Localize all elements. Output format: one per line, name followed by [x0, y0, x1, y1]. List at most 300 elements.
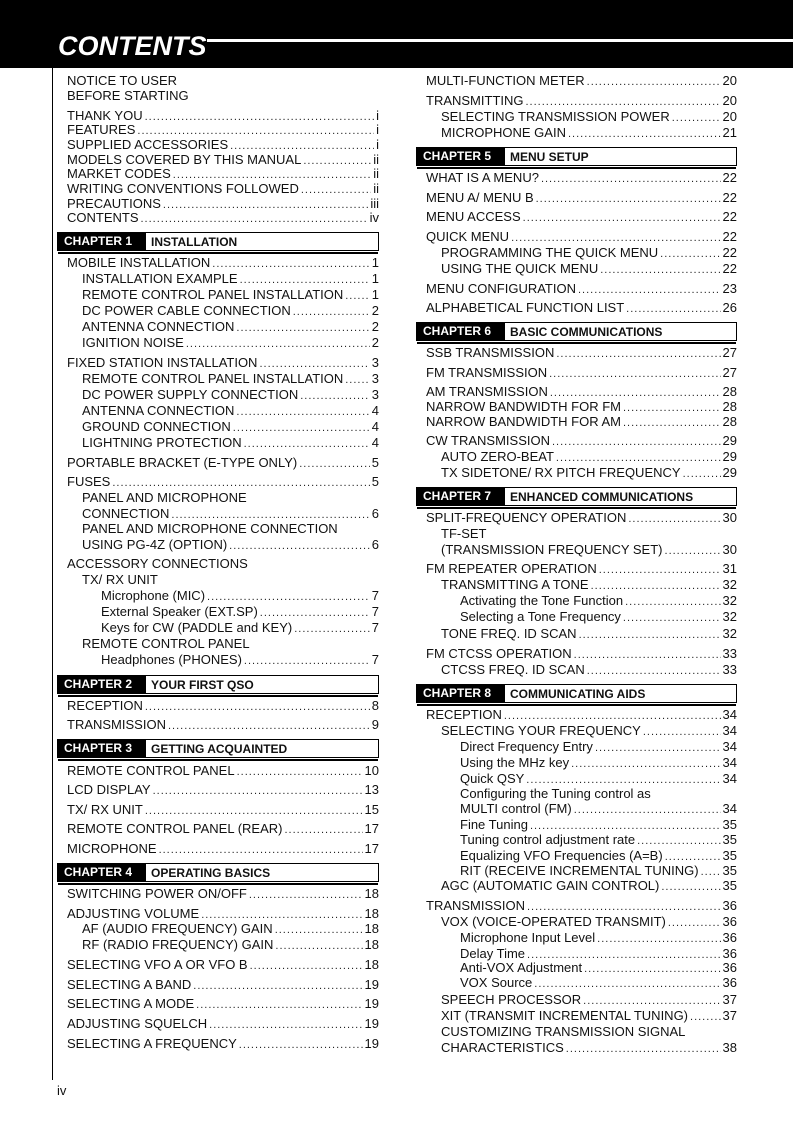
toc-entry[interactable] [82, 287, 379, 304]
toc-entry-page: 2 [371, 319, 379, 334]
toc-entry[interactable] [67, 763, 379, 780]
toc-entry-page: 7 [371, 652, 379, 667]
toc-entry[interactable] [82, 921, 379, 938]
dot-leader [623, 611, 721, 626]
page-number: iv [57, 1083, 67, 1098]
toc-entry[interactable] [82, 537, 379, 554]
chapter-underline [58, 883, 378, 885]
dot-leader [207, 590, 370, 605]
toc-entry[interactable] [441, 109, 737, 126]
toc-entry-title: Delay Time [460, 946, 526, 961]
toc-entry-page: 1 [371, 287, 379, 302]
toc-entry[interactable] [441, 526, 737, 541]
dot-leader [244, 437, 370, 452]
toc-entry-page: 34 [722, 723, 737, 738]
dot-leader [159, 843, 363, 858]
toc-entry-title: REMOTE CONTROL PANEL (REAR) [67, 821, 283, 836]
toc-entry[interactable] [441, 1024, 737, 1039]
chapter-underline [58, 695, 378, 697]
dot-leader [623, 416, 721, 431]
toc-entry-page: 2 [371, 335, 379, 350]
toc-entry-page: 1 [371, 271, 379, 286]
dot-leader [587, 75, 721, 90]
toc-entry-title: ALPHABETICAL FUNCTION LIST [426, 300, 625, 315]
dot-leader [112, 476, 369, 491]
toc-entry-title: (TRANSMISSION FREQUENCY SET) [441, 542, 663, 557]
toc-entry-title: ADJUSTING VOLUME [67, 906, 200, 921]
toc-entry-title: CW TRANSMISSION [426, 433, 550, 448]
toc-entry-page: 28 [722, 384, 737, 399]
toc-entry-title: PANEL AND MICROPHONE CONNECTION [82, 521, 338, 536]
toc-entry-page: 34 [722, 771, 737, 786]
chapter-title: BASIC COMMUNICATIONS [510, 324, 663, 339]
dot-leader [145, 804, 363, 819]
toc-entry-page: 36 [722, 975, 737, 990]
toc-entry[interactable] [82, 636, 379, 651]
chapter-title: MENU SETUP [510, 149, 589, 164]
dot-leader [599, 563, 721, 578]
toc-entry[interactable] [67, 698, 379, 715]
chapter-number: CHAPTER 8 [417, 684, 505, 703]
toc-entry[interactable] [67, 556, 379, 571]
dot-leader [284, 823, 362, 838]
toc-entry[interactable] [441, 261, 737, 278]
dot-leader [294, 622, 370, 637]
toc-entry-page: 2 [371, 303, 379, 318]
toc-entry-title: TRANSMISSION [426, 898, 525, 913]
toc-entry-title: REMOTE CONTROL PANEL [67, 763, 235, 778]
toc-entry[interactable] [82, 490, 379, 505]
chapter-underline [417, 167, 736, 169]
toc-entry[interactable] [82, 371, 379, 388]
toc-entry-page: ii [373, 181, 379, 196]
dot-leader [571, 757, 720, 772]
toc-entry-page: 28 [722, 414, 737, 429]
chapter-title: INSTALLATION [151, 234, 238, 249]
toc-entry-title: PORTABLE BRACKET (E-TYPE ONLY) [67, 455, 298, 470]
toc-entry[interactable] [441, 723, 737, 740]
chapter-title: YOUR FIRST QSO [151, 677, 254, 692]
toc-entry[interactable] [460, 593, 737, 610]
chapter-number: CHAPTER 4 [58, 863, 146, 882]
toc-entry-page: 31 [722, 561, 737, 576]
toc-entry[interactable] [82, 572, 379, 587]
toc-entry[interactable] [460, 930, 737, 947]
toc-entry-page: 36 [722, 914, 737, 929]
toc-entry[interactable] [441, 542, 737, 559]
dot-leader [239, 1038, 363, 1053]
toc-entry[interactable] [426, 73, 737, 90]
toc-entry-title: MARKET CODES [67, 166, 171, 181]
toc-entry-page: 7 [371, 620, 379, 635]
margin-rule [52, 68, 53, 1080]
toc-entry-title: DC POWER CABLE CONNECTION [82, 303, 291, 318]
toc-entry[interactable] [67, 255, 379, 272]
toc-entry[interactable] [441, 1040, 737, 1057]
dot-leader [237, 765, 363, 780]
toc-entry-title: Tuning control adjustment rate [460, 832, 636, 847]
toc-entry-title: RIT (RECEIVE INCREMENTAL TUNING) [460, 863, 699, 878]
toc-entry[interactable] [426, 281, 737, 298]
toc-entry[interactable] [460, 739, 737, 756]
toc-entry[interactable] [426, 93, 737, 110]
toc-entry-title: THANK YOU [67, 108, 143, 123]
toc-entry-title: TX/ RX UNIT [67, 802, 143, 817]
dot-leader [637, 834, 720, 849]
dot-leader [591, 579, 721, 594]
dot-leader [240, 273, 370, 288]
toc-entry-page: 6 [371, 537, 379, 552]
toc-entry[interactable] [67, 886, 379, 903]
toc-entry-page: 9 [371, 717, 379, 732]
toc-entry[interactable] [67, 1036, 379, 1053]
dot-leader [668, 916, 721, 931]
toc-entry[interactable] [460, 975, 737, 992]
toc-entry-title: MENU A/ MENU B [426, 190, 534, 205]
toc-entry-title: TRANSMISSION [67, 717, 166, 732]
toc-entry[interactable] [441, 992, 737, 1009]
toc-entry-title: XIT (TRANSMIT INCREMENTAL TUNING) [441, 1008, 689, 1023]
toc-entry[interactable] [67, 782, 379, 799]
toc-entry[interactable] [67, 996, 379, 1013]
dot-leader [536, 192, 721, 207]
toc-entry[interactable] [426, 898, 737, 915]
toc-entry-page: 17 [364, 841, 379, 856]
toc-entry-title: MICROPHONE [67, 841, 157, 856]
toc-entry[interactable] [441, 449, 737, 466]
dot-leader [233, 421, 370, 436]
toc-entry-title: REMOTE CONTROL PANEL [82, 636, 250, 651]
dot-leader [672, 111, 721, 126]
dot-leader [583, 994, 720, 1009]
dot-leader [186, 337, 370, 352]
toc-entry[interactable] [460, 832, 737, 849]
toc-entry[interactable] [426, 300, 737, 317]
toc-entry-title: SUPPLIED ACCESSORIES [67, 137, 229, 152]
toc-entry-title: Using the MHz key [460, 755, 570, 770]
toc-entry-title: ADJUSTING SQUELCH [67, 1016, 208, 1031]
toc-entry[interactable] [67, 1016, 379, 1033]
toc-entry[interactable] [426, 170, 737, 187]
toc-entry-title: MULTI control (FM) [460, 801, 572, 816]
toc-entry[interactable] [67, 474, 379, 491]
dot-leader [595, 741, 721, 756]
toc-entry-title: SPEECH PROCESSOR [441, 992, 582, 1007]
toc-entry-page: 3 [371, 387, 379, 402]
toc-entry[interactable] [426, 707, 737, 724]
toc-entry-title: Anti-VOX Adjustment [460, 960, 583, 975]
toc-entry-title: SELECTING A BAND [67, 977, 192, 992]
dot-leader [556, 347, 720, 362]
toc-entry-title: Configuring the Tuning control as [460, 786, 651, 801]
toc-entry-title: NARROW BANDWIDTH FOR FM [426, 399, 621, 414]
dot-leader [534, 977, 720, 992]
toc-entry[interactable] [67, 73, 379, 88]
toc-entry-title: FM CTCSS OPERATION [426, 646, 572, 661]
toc-entry-title: VOX (VOICE-OPERATED TRANSMIT) [441, 914, 666, 929]
toc-entry[interactable] [67, 88, 379, 103]
toc-entry-page: 35 [722, 848, 737, 863]
toc-entry[interactable] [441, 577, 737, 594]
toc-entry-page: 7 [371, 588, 379, 603]
toc-entry[interactable] [101, 620, 379, 637]
toc-entry-page: 37 [722, 1008, 737, 1023]
chapter-underline [417, 507, 736, 509]
toc-entry[interactable] [441, 914, 737, 931]
dot-leader [552, 435, 721, 450]
toc-entry-title: TX/ RX UNIT [82, 572, 158, 587]
toc-entry-page: ii [373, 166, 379, 181]
toc-entry-title: Selecting a Tone Frequency [460, 609, 621, 624]
chapter-number: CHAPTER 5 [417, 147, 505, 166]
toc-entry[interactable] [82, 937, 379, 954]
toc-entry-title: MOBILE INSTALLATION [67, 255, 211, 270]
chapter-heading [57, 232, 379, 251]
toc-entry-title: DC POWER SUPPLY CONNECTION [82, 387, 299, 402]
dot-leader [566, 1042, 721, 1057]
toc-entry[interactable] [82, 303, 379, 320]
toc-entry-title: Equalizing VFO Frequencies (A=B) [460, 848, 663, 863]
dot-leader [690, 1010, 721, 1025]
dot-leader [249, 888, 363, 903]
toc-entry-page: i [376, 108, 379, 123]
toc-entry-page: 34 [722, 707, 737, 722]
toc-entry-title: SPLIT-FREQUENCY OPERATION [426, 510, 627, 525]
toc-entry-page: iv [369, 210, 379, 225]
toc-entry[interactable] [460, 755, 737, 772]
toc-entry-title: CUSTOMIZING TRANSMISSION SIGNAL [441, 1024, 686, 1039]
toc-entry-title: Microphone Input Level [460, 930, 596, 945]
toc-entry-title: FEATURES [67, 122, 136, 137]
toc-entry-title: PANEL AND MICROPHONE [82, 490, 247, 505]
toc-entry-page: 34 [722, 755, 737, 770]
dot-leader [168, 719, 370, 734]
toc-entry[interactable] [82, 319, 379, 336]
toc-entry-page: 36 [722, 946, 737, 961]
toc-entry[interactable] [426, 433, 737, 450]
toc-entry-title: USING PG-4Z (OPTION) [82, 537, 228, 552]
toc-entry-title: QUICK MENU [426, 229, 510, 244]
toc-entry-page: 34 [722, 739, 737, 754]
toc-entry-title: ANTENNA CONNECTION [82, 319, 235, 334]
dot-leader [556, 451, 721, 466]
toc-entry[interactable] [82, 387, 379, 404]
toc-entry-title: AUTO ZERO-BEAT [441, 449, 554, 464]
toc-entry[interactable] [82, 403, 379, 420]
toc-entry-page: 7 [371, 604, 379, 619]
toc-entry[interactable] [426, 229, 737, 246]
toc-entry-title: Fine Tuning [460, 817, 528, 832]
dot-leader [665, 544, 721, 559]
toc-entry-page: 34 [722, 801, 737, 816]
dot-leader [209, 1018, 362, 1033]
toc-entry[interactable] [441, 1008, 737, 1025]
toc-entry[interactable] [441, 878, 737, 895]
chapter-number: CHAPTER 2 [58, 675, 146, 694]
dot-leader [626, 302, 720, 317]
toc-entry-page: 20 [722, 73, 737, 88]
dot-leader [683, 467, 721, 482]
toc-entry-page: 15 [364, 802, 379, 817]
toc-entry-title: MICROPHONE GAIN [441, 125, 566, 140]
toc-entry[interactable] [101, 604, 379, 621]
toc-entry-title: CONTENTS [67, 210, 139, 225]
toc-entry-page: 4 [371, 403, 379, 418]
toc-entry-title: MULTI-FUNCTION METER [426, 73, 585, 88]
header-rule [207, 39, 793, 42]
toc-entry-title: SWITCHING POWER ON/OFF [67, 886, 247, 901]
toc-entry[interactable] [67, 977, 379, 994]
dot-leader [275, 923, 363, 938]
toc-entry[interactable] [441, 662, 737, 679]
toc-entry[interactable] [67, 717, 379, 734]
toc-entry[interactable] [426, 209, 737, 226]
toc-entry-page: 20 [722, 93, 737, 108]
toc-entry-page: 23 [722, 281, 737, 296]
toc-entry-page: 36 [722, 960, 737, 975]
toc-entry[interactable] [67, 821, 379, 838]
toc-entry-title: Direct Frequency Entry [460, 739, 593, 754]
toc-entry[interactable] [82, 419, 379, 436]
toc-entry-page: 4 [371, 435, 379, 450]
toc-entry-title: RF (RADIO FREQUENCY) GAIN [82, 937, 274, 952]
toc-entry-page: 33 [722, 662, 737, 677]
chapter-heading [416, 322, 737, 341]
toc-entry-title: SELECTING YOUR FREQUENCY [441, 723, 641, 738]
toc-entry-title: REMOTE CONTROL PANEL INSTALLATION [82, 287, 344, 302]
toc-entry[interactable] [67, 841, 379, 858]
chapter-underline [58, 252, 378, 254]
chapter-heading [57, 863, 379, 882]
dot-leader [299, 457, 370, 472]
dot-leader [196, 998, 362, 1013]
dot-leader [145, 700, 370, 715]
toc-entry-page: 22 [722, 170, 737, 185]
toc-entry-page: 3 [371, 371, 379, 386]
toc-entry[interactable] [426, 345, 737, 362]
toc-entry-title: RECEPTION [67, 698, 143, 713]
toc-entry-page: 4 [371, 419, 379, 434]
toc-entry-title: CTCSS FREQ. ID SCAN [441, 662, 585, 677]
toc-entry[interactable] [67, 355, 379, 372]
toc-entry[interactable] [460, 609, 737, 626]
toc-entry-title: TRANSMITTING A TONE [441, 577, 589, 592]
toc-entry-title: LIGHTNING PROTECTION [82, 435, 242, 450]
toc-entry-title: MENU CONFIGURATION [426, 281, 576, 296]
toc-entry[interactable] [426, 510, 737, 527]
toc-entry-title: AF (AUDIO FREQUENCY) GAIN [82, 921, 273, 936]
toc-entry[interactable] [426, 190, 737, 207]
toc-entry[interactable] [101, 652, 379, 669]
toc-entry-page: iii [370, 196, 379, 211]
chapter-heading [57, 739, 379, 758]
dot-leader [345, 373, 370, 388]
toc-entry[interactable] [441, 626, 737, 643]
toc-entry-page: 32 [722, 609, 737, 624]
chapter-heading [416, 684, 737, 703]
toc-entry-page: 3 [371, 355, 379, 370]
toc-entry[interactable] [426, 646, 737, 663]
dot-leader [523, 211, 721, 226]
toc-entry-title: NOTICE TO USER [67, 73, 178, 88]
toc-entry-title: VOX Source [460, 975, 533, 990]
toc-entry-page: 32 [722, 593, 737, 608]
toc-entry[interactable] [441, 465, 737, 482]
dot-leader [526, 95, 721, 110]
chapter-title: ENHANCED COMMUNICATIONS [510, 489, 694, 504]
toc-entry-page: 35 [722, 832, 737, 847]
toc-entry-title: Activating the Tone Function [460, 593, 624, 608]
toc-entry-title: CHARACTERISTICS [441, 1040, 564, 1055]
dot-leader [574, 648, 721, 663]
toc-entry-page: 27 [722, 345, 737, 360]
toc-entry[interactable] [460, 801, 737, 818]
chapter-number: CHAPTER 7 [417, 487, 505, 506]
toc-entry-title: FIXED STATION INSTALLATION [67, 355, 258, 370]
toc-entry-title: External Speaker (EXT.SP) [101, 604, 258, 619]
toc-entry[interactable] [441, 125, 737, 142]
toc-entry[interactable] [426, 365, 737, 382]
dot-leader [236, 321, 369, 336]
toc-entry-title: SSB TRANSMISSION [426, 345, 555, 360]
toc-entry-page: 36 [722, 898, 737, 913]
toc-entry-page: 18 [364, 937, 379, 952]
chapter-title: OPERATING BASICS [151, 865, 271, 880]
toc-entry-page: 33 [722, 646, 737, 661]
toc-entry-title: AGC (AUTOMATIC GAIN CONTROL) [441, 878, 660, 893]
toc-entry-title: BEFORE STARTING [67, 88, 189, 103]
toc-entry-page: 32 [722, 577, 737, 592]
dot-leader [300, 389, 370, 404]
chapter-number: CHAPTER 6 [417, 322, 505, 341]
toc-entry[interactable] [426, 561, 737, 578]
dot-leader [193, 979, 362, 994]
dot-leader [578, 283, 721, 298]
toc-entry[interactable] [460, 786, 737, 801]
toc-entry-page: 35 [722, 817, 737, 832]
toc-entry-page: 22 [722, 261, 737, 276]
toc-entry[interactable] [441, 245, 737, 262]
toc-entry-title: Headphones (PHONES) [101, 652, 242, 667]
toc-entry[interactable] [67, 957, 379, 974]
toc-entry-title: WRITING CONVENTIONS FOLLOWED [67, 181, 299, 196]
toc-entry-page: 10 [364, 763, 379, 778]
toc-entry-page: 22 [722, 229, 737, 244]
toc-entry[interactable] [82, 521, 379, 536]
toc-entry[interactable] [82, 271, 379, 288]
chapter-heading [57, 675, 379, 694]
dot-leader [587, 664, 721, 679]
dot-leader [549, 367, 720, 382]
toc-entry[interactable] [67, 455, 379, 472]
toc-entry[interactable] [82, 335, 379, 352]
toc-entry-title: FM REPEATER OPERATION [426, 561, 597, 576]
toc-entry-page: 29 [722, 433, 737, 448]
toc-entry[interactable] [82, 435, 379, 452]
toc-entry-page: 22 [722, 190, 737, 205]
toc-entry[interactable] [67, 802, 379, 819]
dot-leader [643, 725, 721, 740]
toc-entry-title: SELECTING VFO A OR VFO B [67, 957, 248, 972]
dot-leader [275, 939, 362, 954]
toc-entry[interactable] [101, 588, 379, 605]
toc-entry-page: 28 [722, 399, 737, 414]
dot-leader [568, 127, 721, 142]
toc-entry-title: LCD DISPLAY [67, 782, 151, 797]
chapter-title: COMMUNICATING AIDS [510, 686, 646, 701]
toc-entry[interactable] [67, 210, 379, 227]
toc-entry[interactable] [426, 414, 737, 431]
